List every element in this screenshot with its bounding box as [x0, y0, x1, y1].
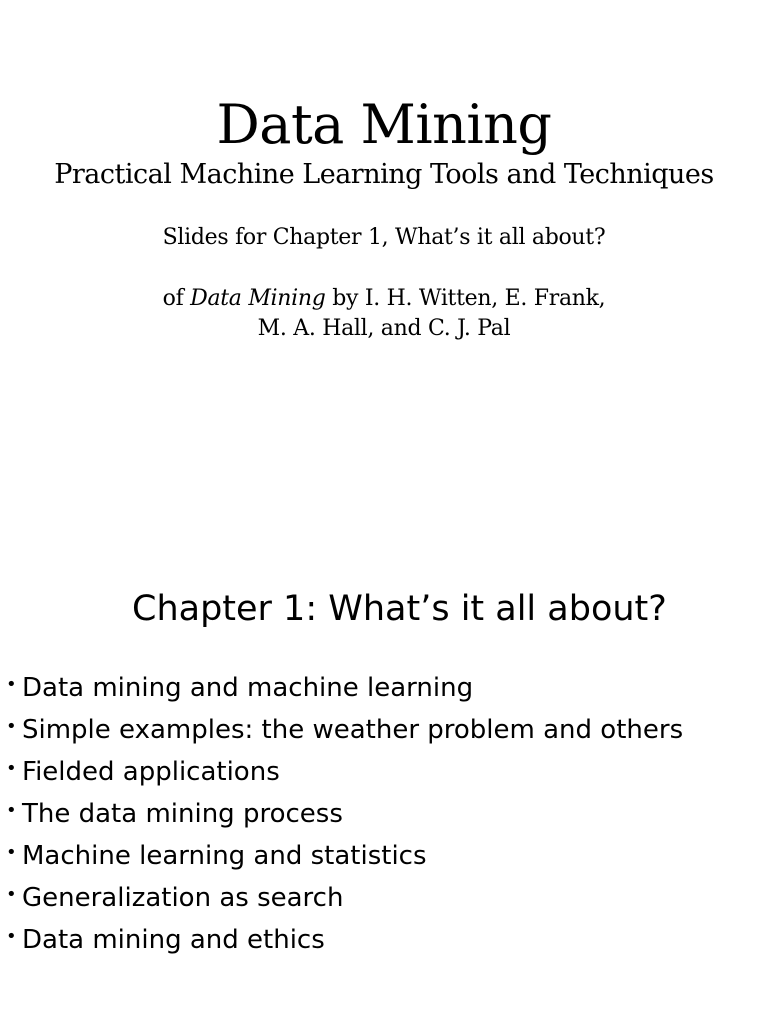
list-item-text: Data mining and ethics [22, 925, 325, 955]
bullet-icon: • [6, 716, 17, 737]
list-item [0, 712, 702, 748]
list-item-text: The data mining process [22, 799, 343, 829]
byline-prefix: of [162, 286, 191, 311]
bullet-icon: • [6, 926, 17, 947]
bullet-icon: • [6, 758, 17, 779]
bullet-icon: • [6, 842, 17, 863]
list-item-text: Machine learning and statistics [22, 841, 427, 871]
slide-subtitle: Practical Machine Learning Tools and Techniques [54, 159, 714, 190]
topic-list [0, 670, 768, 964]
byline-authors: by I. H. Witten, E. Frank, [325, 286, 606, 311]
bullet-icon: • [6, 674, 17, 695]
list-item [0, 880, 702, 916]
list-item [0, 922, 702, 958]
bullet-icon: • [6, 800, 17, 821]
chapter-reference: Slides for Chapter 1, What’s it all about? [162, 225, 606, 250]
list-item [0, 838, 702, 874]
bullet-icon: • [6, 884, 17, 905]
list-item [0, 796, 702, 832]
byline-authors-line2: M. A. Hall, and C. J. Pal [257, 316, 511, 341]
list-item [0, 670, 702, 706]
slide-title: Data Mining [216, 93, 552, 156]
list-item-text: Data mining and machine learning [22, 673, 474, 703]
list-item [0, 754, 702, 790]
chapter-title: Chapter 1: What’s it all about? [132, 589, 667, 629]
contents-slide [0, 570, 768, 1024]
authors-byline [0, 284, 768, 344]
list-item-text: Simple examples: the weather problem and others [22, 715, 684, 745]
list-item-text: Fielded applications [22, 757, 280, 787]
list-item-text: Generalization as search [22, 883, 344, 913]
book-title: Data Mining [190, 286, 326, 311]
